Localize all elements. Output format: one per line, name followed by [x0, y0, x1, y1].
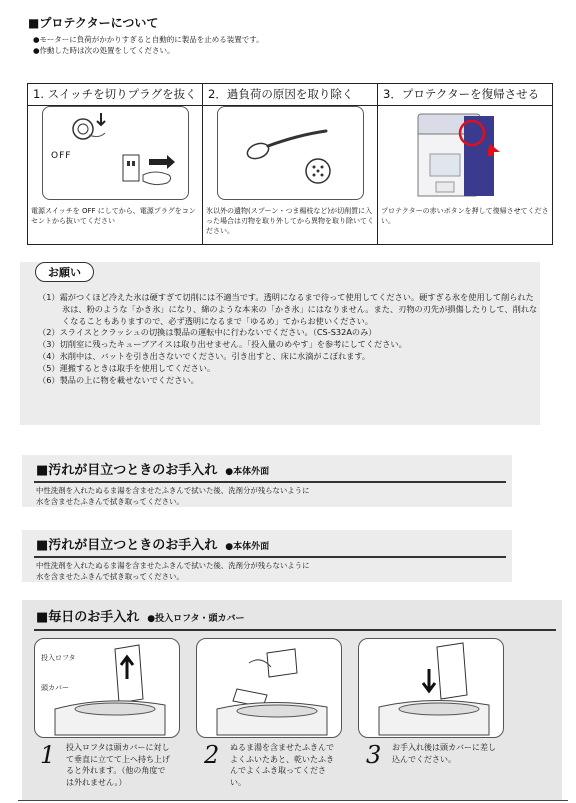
spoon-button-illustration: [217, 106, 364, 200]
cleaning-1-line-1: 中性洗剤を入れたぬるま湯を含ませたふきんで拭いた後、洗剤分が残らないように: [36, 486, 310, 495]
step-2-desc: 氷以外の遺物(スプーン・つま楊枝など)が切削質に入った場合は刃物を取り外してから異物を取り除いてください。: [206, 207, 374, 235]
cleaning-1-line-2: 水を含ませたふきんで拭き取ってください。: [36, 496, 184, 506]
ice-shaver-photo: [406, 104, 526, 204]
step-2-heading: 2．過負荷の原因を取り除く: [203, 84, 377, 106]
step-1-heading: 1. スイッチを切りプラグを抜く: [28, 84, 202, 106]
cleaning-1-body: [36, 486, 309, 507]
request-badge: お願い: [35, 262, 94, 282]
request-item-2: （2）スライスとクラッシュの切換は製品の運転中に行わないでください。（CS-S32Aのみ）: [38, 327, 377, 338]
cleaning-1-heading: [36, 459, 269, 478]
step-3: [378, 84, 552, 244]
daily-step-1-number: 1: [40, 741, 56, 769]
divider: [34, 629, 556, 631]
cleaning-2-line-2: 水を含ませたふきんで拭き取ってください。: [36, 571, 184, 581]
daily-step-1-text: 投入ロフタは頭カバーに対して垂直に立てて上へ持ち上げると外れます。（他の角度では外れません。）: [66, 743, 170, 787]
cleaning-2-title: ■汚れが目立つときのお手入れ: [36, 538, 218, 553]
request-item-1: （1）霜がつくほど冷えた氷は硬すぎて切削には不適当です。透明になるまで待って使用してください。硬すぎる氷を使用して削られた氷は、粉のような「かき氷」になり、綿のような本来の「かき氷」にはなりません。また、刃物の刃先が損傷したりして、削れなくなることもありますので、必ず透明になるまで「ゆるめ」てからお使いください。: [38, 292, 538, 326]
daily-step-3-number: 3: [366, 741, 382, 769]
request-item-6: （6）製品の上に物を載せないでください。: [38, 374, 199, 385]
cleaning-1-sub: ●本体外面: [225, 467, 270, 477]
step-2: [203, 84, 378, 244]
cleaning-1-title: ■汚れが目立つときのお手入れ: [36, 463, 218, 478]
daily-step-2-number: 2: [204, 741, 220, 769]
protector-note-2: ●作動した時は次の処置をしてください。: [33, 46, 175, 55]
lid-label: 投入ロフタ: [41, 654, 76, 662]
cleaning-2-line-1: 中性洗剤を入れたぬるま湯を含ませたふきんで拭いた後、洗剤分が残らないように: [36, 561, 310, 570]
daily-title: ■毎日のお手入れ: [36, 610, 140, 625]
cleaning-section-2: [22, 530, 512, 582]
switch-plug-illustration: [42, 106, 189, 200]
request-item-4: （4）氷削中は、バットを引き出さないでください。引き出すと、床に水滴がこぼれます。: [38, 350, 371, 361]
daily-heading: [36, 606, 245, 625]
request-section: [20, 262, 540, 425]
request-list: [38, 292, 538, 386]
protector-title: ■プロテクターについて: [28, 16, 159, 30]
daily-step-3-text: お手入れ後は頭カバーに差し込んでください。: [392, 743, 496, 764]
cover-label: 頭カバー: [41, 684, 69, 692]
step-1: [28, 84, 203, 244]
request-item-5: （5）運搬するときは取手を使用してください。: [38, 362, 216, 373]
page-bottom-rule: [18, 800, 568, 801]
daily-step-2-text: ぬるま湯を含ませたふきんでよくふいたあと、乾いたふきんでよくふき取ってください。: [230, 743, 334, 787]
daily-panel-3: [358, 638, 504, 738]
off-label: OFF: [51, 151, 72, 161]
protector-note-1: ●モーターに負荷がかかりすぎると自動的に製品を止める装置です。: [33, 35, 264, 44]
cleaning-2-sub: ●本体外面: [225, 542, 270, 552]
daily-panel-1: [34, 638, 180, 738]
protector-steps: [27, 83, 553, 245]
step-1-desc: 電源スイッチを OFF にしてから、電源プラグをコンセントから抜いてください: [31, 207, 196, 225]
daily-care-section: [22, 600, 562, 800]
divider: [34, 481, 506, 483]
request-item-3: （3）切削室に残ったキューブアイスは取り出せません。「投入量のめやす」を参考にしてください。: [38, 339, 407, 350]
daily-panel-2: [196, 638, 342, 738]
daily-sub: ●投入ロフタ・頭カバー: [147, 614, 245, 624]
cleaning-2-body: [36, 561, 309, 582]
divider: [34, 556, 506, 558]
step-3-heading: 3．プロテクターを復帰させる: [378, 84, 552, 106]
cleaning-2-heading: [36, 534, 269, 553]
cleaning-section-1: [22, 455, 512, 507]
step-3-desc: プロテクターの赤いボタンを押して復帰させてください。: [381, 207, 549, 225]
